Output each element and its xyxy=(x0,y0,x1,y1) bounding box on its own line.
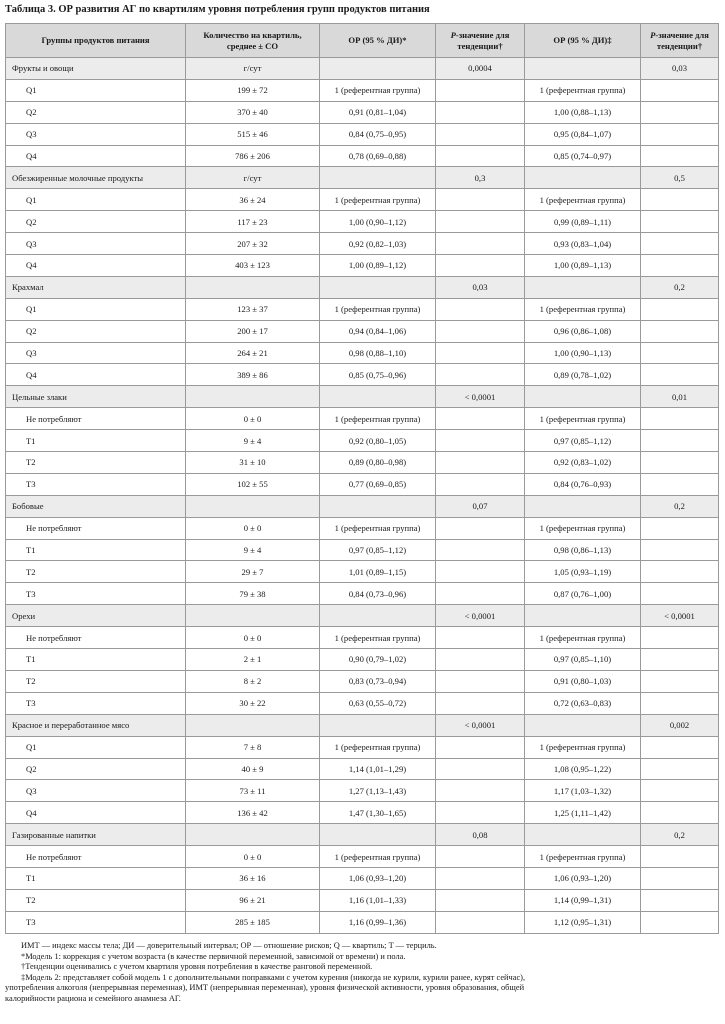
group-unit xyxy=(186,276,320,298)
row-amount: 36 ± 24 xyxy=(186,189,320,211)
row-empty-cell xyxy=(641,627,719,649)
row-empty-cell xyxy=(436,145,525,167)
row-or-model2: 0,91 (0,80–1,03) xyxy=(525,670,641,692)
table-row xyxy=(6,101,719,123)
row-label: T1 xyxy=(6,867,186,889)
row-or-model2: 0,84 (0,76–0,93) xyxy=(525,473,641,495)
row-or-model2: 0,97 (0,85–1,12) xyxy=(525,430,641,452)
row-label: Q2 xyxy=(6,211,186,233)
group-p-trend-model1: < 0,0001 xyxy=(436,386,525,408)
row-or-model2: 0,96 (0,86–1,08) xyxy=(525,320,641,342)
group-name: Бобовые xyxy=(6,495,186,517)
group-empty-cell xyxy=(320,605,436,627)
table-row xyxy=(6,736,719,758)
row-amount: 136 ± 42 xyxy=(186,802,320,824)
row-amount: 117 ± 23 xyxy=(186,211,320,233)
row-amount: 31 ± 10 xyxy=(186,452,320,474)
row-or-model1: 1 (референтная группа) xyxy=(320,79,436,101)
row-or-model1: 1 (референтная группа) xyxy=(320,846,436,868)
row-amount: 8 ± 2 xyxy=(186,670,320,692)
column-header-food-groups: Группы продуктов питания xyxy=(6,24,186,58)
group-name: Красное и переработанное мясо xyxy=(6,714,186,736)
row-amount: 30 ± 22 xyxy=(186,692,320,714)
row-or-model1: 1,16 (0,99–1,36) xyxy=(320,911,436,933)
group-unit xyxy=(186,605,320,627)
row-or-model2: 0,99 (0,89–1,11) xyxy=(525,211,641,233)
group-empty-cell xyxy=(525,276,641,298)
group-p-trend-model2: 0,2 xyxy=(641,276,719,298)
footnote-trend: †Тенденции оценивались с учетом квартиля уровня потребления в качестве ранговой переменной. xyxy=(21,962,373,972)
row-empty-cell xyxy=(641,889,719,911)
row-amount: 0 ± 0 xyxy=(186,517,320,539)
row-empty-cell xyxy=(436,670,525,692)
row-empty-cell xyxy=(436,889,525,911)
row-or-model1: 1,00 (0,90–1,12) xyxy=(320,211,436,233)
row-empty-cell xyxy=(436,736,525,758)
row-empty-cell xyxy=(436,255,525,277)
footnote-model2-line3: калорийности рациона и семейного анамнеза АГ. xyxy=(5,993,181,1003)
row-or-model1: 0,89 (0,80–0,98) xyxy=(320,452,436,474)
row-empty-cell xyxy=(436,233,525,255)
row-or-model1: 1,16 (1,01–1,33) xyxy=(320,889,436,911)
row-amount: 0 ± 0 xyxy=(186,627,320,649)
table-row xyxy=(6,255,719,277)
group-p-trend-model1: < 0,0001 xyxy=(436,714,525,736)
row-empty-cell xyxy=(641,101,719,123)
table-row xyxy=(6,802,719,824)
row-or-model2: 1,17 (1,03–1,32) xyxy=(525,780,641,802)
table-row xyxy=(6,473,719,495)
group-empty-cell xyxy=(525,714,641,736)
row-or-model2: 0,85 (0,74–0,97) xyxy=(525,145,641,167)
row-amount: 102 ± 55 xyxy=(186,473,320,495)
row-or-model1: 1,14 (1,01–1,29) xyxy=(320,758,436,780)
group-empty-cell xyxy=(525,824,641,846)
group-empty-cell xyxy=(320,714,436,736)
row-or-model2: 0,87 (0,76–1,00) xyxy=(525,583,641,605)
row-empty-cell xyxy=(641,320,719,342)
table-row xyxy=(6,79,719,101)
row-or-model2: 0,93 (0,83–1,04) xyxy=(525,233,641,255)
row-empty-cell xyxy=(436,342,525,364)
row-empty-cell xyxy=(641,298,719,320)
table-row xyxy=(6,189,719,211)
row-empty-cell xyxy=(641,255,719,277)
row-amount: 73 ± 11 xyxy=(186,780,320,802)
row-label: T3 xyxy=(6,692,186,714)
row-label: Q3 xyxy=(6,342,186,364)
row-empty-cell xyxy=(641,473,719,495)
row-or-model1: 0,94 (0,84–1,06) xyxy=(320,320,436,342)
group-row xyxy=(6,386,719,408)
column-header-amount: Количество на квартиль, среднее ± СО xyxy=(186,24,320,58)
row-or-model1: 0,78 (0,69–0,88) xyxy=(320,145,436,167)
row-label: Q1 xyxy=(6,79,186,101)
row-or-model1: 1 (референтная группа) xyxy=(320,627,436,649)
row-or-model2: 1,14 (0,99–1,31) xyxy=(525,889,641,911)
group-p-trend-model2: 0,03 xyxy=(641,58,719,80)
column-header-or-model1: ОР (95 % ДИ)* xyxy=(320,24,436,58)
group-empty-cell xyxy=(525,167,641,189)
row-empty-cell xyxy=(436,867,525,889)
row-or-model1: 1,01 (0,89–1,15) xyxy=(320,561,436,583)
row-empty-cell xyxy=(641,867,719,889)
row-amount: 29 ± 7 xyxy=(186,561,320,583)
row-label: Q1 xyxy=(6,736,186,758)
row-or-model1: 0,83 (0,73–0,94) xyxy=(320,670,436,692)
group-p-trend-model2: 0,2 xyxy=(641,495,719,517)
row-empty-cell xyxy=(436,846,525,868)
row-empty-cell xyxy=(436,211,525,233)
row-amount: 36 ± 16 xyxy=(186,867,320,889)
table-row xyxy=(6,889,719,911)
group-name: Орехи xyxy=(6,605,186,627)
footnote-model1: *Модель 1: коррекция с учетом возраста (в качестве первичной переменной, зависимой от времени) и пола. xyxy=(21,951,406,961)
row-or-model2: 0,89 (0,78–1,02) xyxy=(525,364,641,386)
row-or-model2: 1,00 (0,90–1,13) xyxy=(525,342,641,364)
table-row xyxy=(6,692,719,714)
group-p-trend-model1: 0,0004 xyxy=(436,58,525,80)
row-empty-cell xyxy=(436,452,525,474)
group-unit: г/сут xyxy=(186,167,320,189)
row-amount: 786 ± 206 xyxy=(186,145,320,167)
row-or-model1: 0,90 (0,79–1,02) xyxy=(320,649,436,671)
row-label: Q3 xyxy=(6,233,186,255)
row-empty-cell xyxy=(436,780,525,802)
footnote-model2-line2: употребления алкоголя (непрерывная переменная), ИМТ (непрерывная переменная), уровня физической активности, уровня образования, общей xyxy=(5,983,525,993)
row-empty-cell xyxy=(436,911,525,933)
table-row xyxy=(6,911,719,933)
row-label: Q3 xyxy=(6,780,186,802)
row-label: T2 xyxy=(6,889,186,911)
group-row xyxy=(6,495,719,517)
row-empty-cell xyxy=(436,649,525,671)
row-or-model1: 0,77 (0,69–0,85) xyxy=(320,473,436,495)
table-row xyxy=(6,649,719,671)
row-label: T3 xyxy=(6,911,186,933)
row-empty-cell xyxy=(641,517,719,539)
row-empty-cell xyxy=(641,802,719,824)
group-empty-cell xyxy=(320,495,436,517)
row-or-model2: 1 (референтная группа) xyxy=(525,846,641,868)
row-amount: 389 ± 86 xyxy=(186,364,320,386)
row-or-model1: 1 (референтная группа) xyxy=(320,189,436,211)
row-empty-cell xyxy=(436,79,525,101)
row-or-model2: 1 (референтная группа) xyxy=(525,298,641,320)
row-empty-cell xyxy=(641,79,719,101)
group-row xyxy=(6,824,719,846)
row-label: T1 xyxy=(6,430,186,452)
row-label: Q4 xyxy=(6,802,186,824)
row-label: Q2 xyxy=(6,758,186,780)
row-label: T2 xyxy=(6,561,186,583)
row-or-model1: 1,06 (0,93–1,20) xyxy=(320,867,436,889)
table-row xyxy=(6,145,719,167)
row-empty-cell xyxy=(436,561,525,583)
row-empty-cell xyxy=(641,123,719,145)
row-empty-cell xyxy=(436,802,525,824)
row-label: Не потребляют xyxy=(6,627,186,649)
row-empty-cell xyxy=(641,539,719,561)
row-or-model1: 1,47 (1,30–1,65) xyxy=(320,802,436,824)
row-empty-cell xyxy=(436,101,525,123)
row-label: T1 xyxy=(6,539,186,561)
group-name: Фрукты и овощи xyxy=(6,58,186,80)
row-label: Q1 xyxy=(6,298,186,320)
row-or-model2: 1,08 (0,95–1,22) xyxy=(525,758,641,780)
row-amount: 0 ± 0 xyxy=(186,408,320,430)
group-p-trend-model2: 0,002 xyxy=(641,714,719,736)
row-label: Не потребляют xyxy=(6,846,186,868)
group-empty-cell xyxy=(320,824,436,846)
results-table xyxy=(5,23,719,934)
row-or-model2: 1 (референтная группа) xyxy=(525,79,641,101)
row-or-model1: 1 (референтная группа) xyxy=(320,517,436,539)
table-row xyxy=(6,627,719,649)
row-or-model2: 0,95 (0,84–1,07) xyxy=(525,123,641,145)
row-or-model2: 1 (референтная группа) xyxy=(525,736,641,758)
row-or-model2: 1,05 (0,93–1,19) xyxy=(525,561,641,583)
group-p-trend-model1: 0,03 xyxy=(436,276,525,298)
table-row xyxy=(6,123,719,145)
row-or-model2: 1,00 (0,88–1,13) xyxy=(525,101,641,123)
row-or-model1: 0,85 (0,75–0,96) xyxy=(320,364,436,386)
group-p-trend-model2: 0,5 xyxy=(641,167,719,189)
row-or-model1: 0,91 (0,81–1,04) xyxy=(320,101,436,123)
row-empty-cell xyxy=(641,430,719,452)
group-name: Газированные напитки xyxy=(6,824,186,846)
row-or-model2: 0,98 (0,86–1,13) xyxy=(525,539,641,561)
row-empty-cell xyxy=(641,233,719,255)
row-empty-cell xyxy=(436,583,525,605)
row-label: T1 xyxy=(6,649,186,671)
table-row xyxy=(6,583,719,605)
row-or-model2: 1,25 (1,11–1,42) xyxy=(525,802,641,824)
table-row xyxy=(6,846,719,868)
table-row xyxy=(6,780,719,802)
row-label: Q1 xyxy=(6,189,186,211)
row-empty-cell xyxy=(436,692,525,714)
group-empty-cell xyxy=(320,386,436,408)
row-label: Не потребляют xyxy=(6,517,186,539)
table-row xyxy=(6,452,719,474)
row-or-model1: 0,92 (0,82–1,03) xyxy=(320,233,436,255)
row-amount: 200 ± 17 xyxy=(186,320,320,342)
group-unit xyxy=(186,824,320,846)
group-p-trend-model2: 0,2 xyxy=(641,824,719,846)
row-empty-cell xyxy=(436,408,525,430)
row-amount: 403 ± 123 xyxy=(186,255,320,277)
group-unit xyxy=(186,714,320,736)
row-amount: 79 ± 38 xyxy=(186,583,320,605)
row-empty-cell xyxy=(436,189,525,211)
row-label: Q2 xyxy=(6,320,186,342)
group-p-trend-model1: 0,07 xyxy=(436,495,525,517)
table-row xyxy=(6,211,719,233)
row-empty-cell xyxy=(641,758,719,780)
row-label: Не потребляют xyxy=(6,408,186,430)
table-row xyxy=(6,517,719,539)
row-or-model2: 0,97 (0,85–1,10) xyxy=(525,649,641,671)
row-amount: 2 ± 1 xyxy=(186,649,320,671)
group-name: Обезжиренные молочные продукты xyxy=(6,167,186,189)
row-label: T3 xyxy=(6,473,186,495)
row-or-model2: 0,92 (0,83–1,02) xyxy=(525,452,641,474)
row-empty-cell xyxy=(641,583,719,605)
group-empty-cell xyxy=(320,58,436,80)
table-row xyxy=(6,867,719,889)
row-amount: 264 ± 21 xyxy=(186,342,320,364)
group-p-trend-model2: < 0,0001 xyxy=(641,605,719,627)
row-empty-cell xyxy=(641,561,719,583)
group-unit: г/сут xyxy=(186,58,320,80)
row-empty-cell xyxy=(641,846,719,868)
row-empty-cell xyxy=(641,364,719,386)
row-amount: 285 ± 185 xyxy=(186,911,320,933)
row-empty-cell xyxy=(641,911,719,933)
group-empty-cell xyxy=(525,605,641,627)
row-label: Q2 xyxy=(6,101,186,123)
row-empty-cell xyxy=(436,430,525,452)
group-unit xyxy=(186,495,320,517)
footnotes xyxy=(5,941,718,1005)
row-or-model1: 0,98 (0,88–1,10) xyxy=(320,342,436,364)
row-or-model1: 1,27 (1,13–1,43) xyxy=(320,780,436,802)
row-amount: 0 ± 0 xyxy=(186,846,320,868)
row-amount: 207 ± 32 xyxy=(186,233,320,255)
row-amount: 370 ± 40 xyxy=(186,101,320,123)
row-label: Q3 xyxy=(6,123,186,145)
table-title: Таблица 3. ОР развития АГ по квартилям уровня потребления групп продуктов питания xyxy=(5,4,430,15)
row-label: T3 xyxy=(6,583,186,605)
row-empty-cell xyxy=(641,692,719,714)
group-empty-cell xyxy=(320,167,436,189)
row-or-model1: 1 (референтная группа) xyxy=(320,298,436,320)
table-row xyxy=(6,670,719,692)
row-empty-cell xyxy=(436,627,525,649)
table-row xyxy=(6,364,719,386)
row-or-model1: 0,84 (0,75–0,95) xyxy=(320,123,436,145)
table-header-row xyxy=(6,24,719,58)
row-or-model2: 1,00 (0,89–1,13) xyxy=(525,255,641,277)
group-name: Крахмал xyxy=(6,276,186,298)
row-or-model2: 1 (референтная группа) xyxy=(525,408,641,430)
row-or-model1: 1 (референтная группа) xyxy=(320,408,436,430)
column-header-or-model2: ОР (95 % ДИ)‡ xyxy=(525,24,641,58)
row-amount: 515 ± 46 xyxy=(186,123,320,145)
row-empty-cell xyxy=(436,539,525,561)
row-empty-cell xyxy=(641,649,719,671)
group-p-trend-model1: < 0,0001 xyxy=(436,605,525,627)
group-row xyxy=(6,714,719,736)
row-amount: 40 ± 9 xyxy=(186,758,320,780)
group-empty-cell xyxy=(525,58,641,80)
row-or-model2: 1,12 (0,95–1,31) xyxy=(525,911,641,933)
group-empty-cell xyxy=(525,386,641,408)
group-unit xyxy=(186,386,320,408)
row-or-model1: 0,63 (0,55–0,72) xyxy=(320,692,436,714)
row-or-model1: 0,84 (0,73–0,96) xyxy=(320,583,436,605)
row-empty-cell xyxy=(641,189,719,211)
footnote-abbreviations: ИМТ — индекс массы тела; ДИ — доверительный интервал; ОР — отношение рисков; Q — квартиль; T — терциль. xyxy=(21,941,437,950)
row-empty-cell xyxy=(641,211,719,233)
row-or-model2: 1 (референтная группа) xyxy=(525,627,641,649)
row-label: T2 xyxy=(6,452,186,474)
group-p-trend-model1: 0,08 xyxy=(436,824,525,846)
row-or-model2: 1 (референтная группа) xyxy=(525,189,641,211)
table-row xyxy=(6,539,719,561)
table-row xyxy=(6,320,719,342)
group-name: Цельные злаки xyxy=(6,386,186,408)
row-amount: 9 ± 4 xyxy=(186,430,320,452)
row-or-model2: 0,72 (0,63–0,83) xyxy=(525,692,641,714)
row-amount: 96 ± 21 xyxy=(186,889,320,911)
table-row xyxy=(6,233,719,255)
table-row xyxy=(6,342,719,364)
group-row xyxy=(6,58,719,80)
table-row xyxy=(6,758,719,780)
row-empty-cell xyxy=(436,517,525,539)
row-label: Q4 xyxy=(6,145,186,167)
column-header-p-trend-model1: P-значение для тенденции† xyxy=(436,24,525,58)
row-label: T2 xyxy=(6,670,186,692)
row-empty-cell xyxy=(436,364,525,386)
row-empty-cell xyxy=(641,452,719,474)
row-label: Q4 xyxy=(6,364,186,386)
row-empty-cell xyxy=(641,780,719,802)
row-empty-cell xyxy=(641,736,719,758)
row-empty-cell xyxy=(436,758,525,780)
row-empty-cell xyxy=(641,145,719,167)
row-empty-cell xyxy=(641,670,719,692)
row-or-model2: 1,06 (0,93–1,20) xyxy=(525,867,641,889)
row-or-model1: 0,97 (0,85–1,12) xyxy=(320,539,436,561)
group-empty-cell xyxy=(320,276,436,298)
table-row xyxy=(6,561,719,583)
row-amount: 7 ± 8 xyxy=(186,736,320,758)
row-or-model1: 0,92 (0,80–1,05) xyxy=(320,430,436,452)
row-label: Q4 xyxy=(6,255,186,277)
group-row xyxy=(6,605,719,627)
row-empty-cell xyxy=(641,408,719,430)
row-amount: 9 ± 4 xyxy=(186,539,320,561)
row-empty-cell xyxy=(436,473,525,495)
group-row xyxy=(6,276,719,298)
row-empty-cell xyxy=(436,298,525,320)
table-row xyxy=(6,408,719,430)
row-amount: 123 ± 37 xyxy=(186,298,320,320)
group-row xyxy=(6,167,719,189)
table-row xyxy=(6,430,719,452)
table-row xyxy=(6,298,719,320)
row-amount: 199 ± 72 xyxy=(186,79,320,101)
table-body xyxy=(6,58,719,934)
row-empty-cell xyxy=(641,342,719,364)
group-p-trend-model1: 0,3 xyxy=(436,167,525,189)
group-empty-cell xyxy=(525,495,641,517)
group-p-trend-model2: 0,01 xyxy=(641,386,719,408)
row-empty-cell xyxy=(436,320,525,342)
row-or-model1: 1,00 (0,89–1,12) xyxy=(320,255,436,277)
row-empty-cell xyxy=(436,123,525,145)
footnote-model2-line1: ‡Модель 2: представляет собой модель 1 с дополнительными поправками с учетом курения (никогда не курили, курили ранее, курят сейчас), xyxy=(21,972,526,982)
row-or-model2: 1 (референтная группа) xyxy=(525,517,641,539)
column-header-p-trend-model2: P-значение для тенденции† xyxy=(641,24,719,58)
row-or-model1: 1 (референтная группа) xyxy=(320,736,436,758)
